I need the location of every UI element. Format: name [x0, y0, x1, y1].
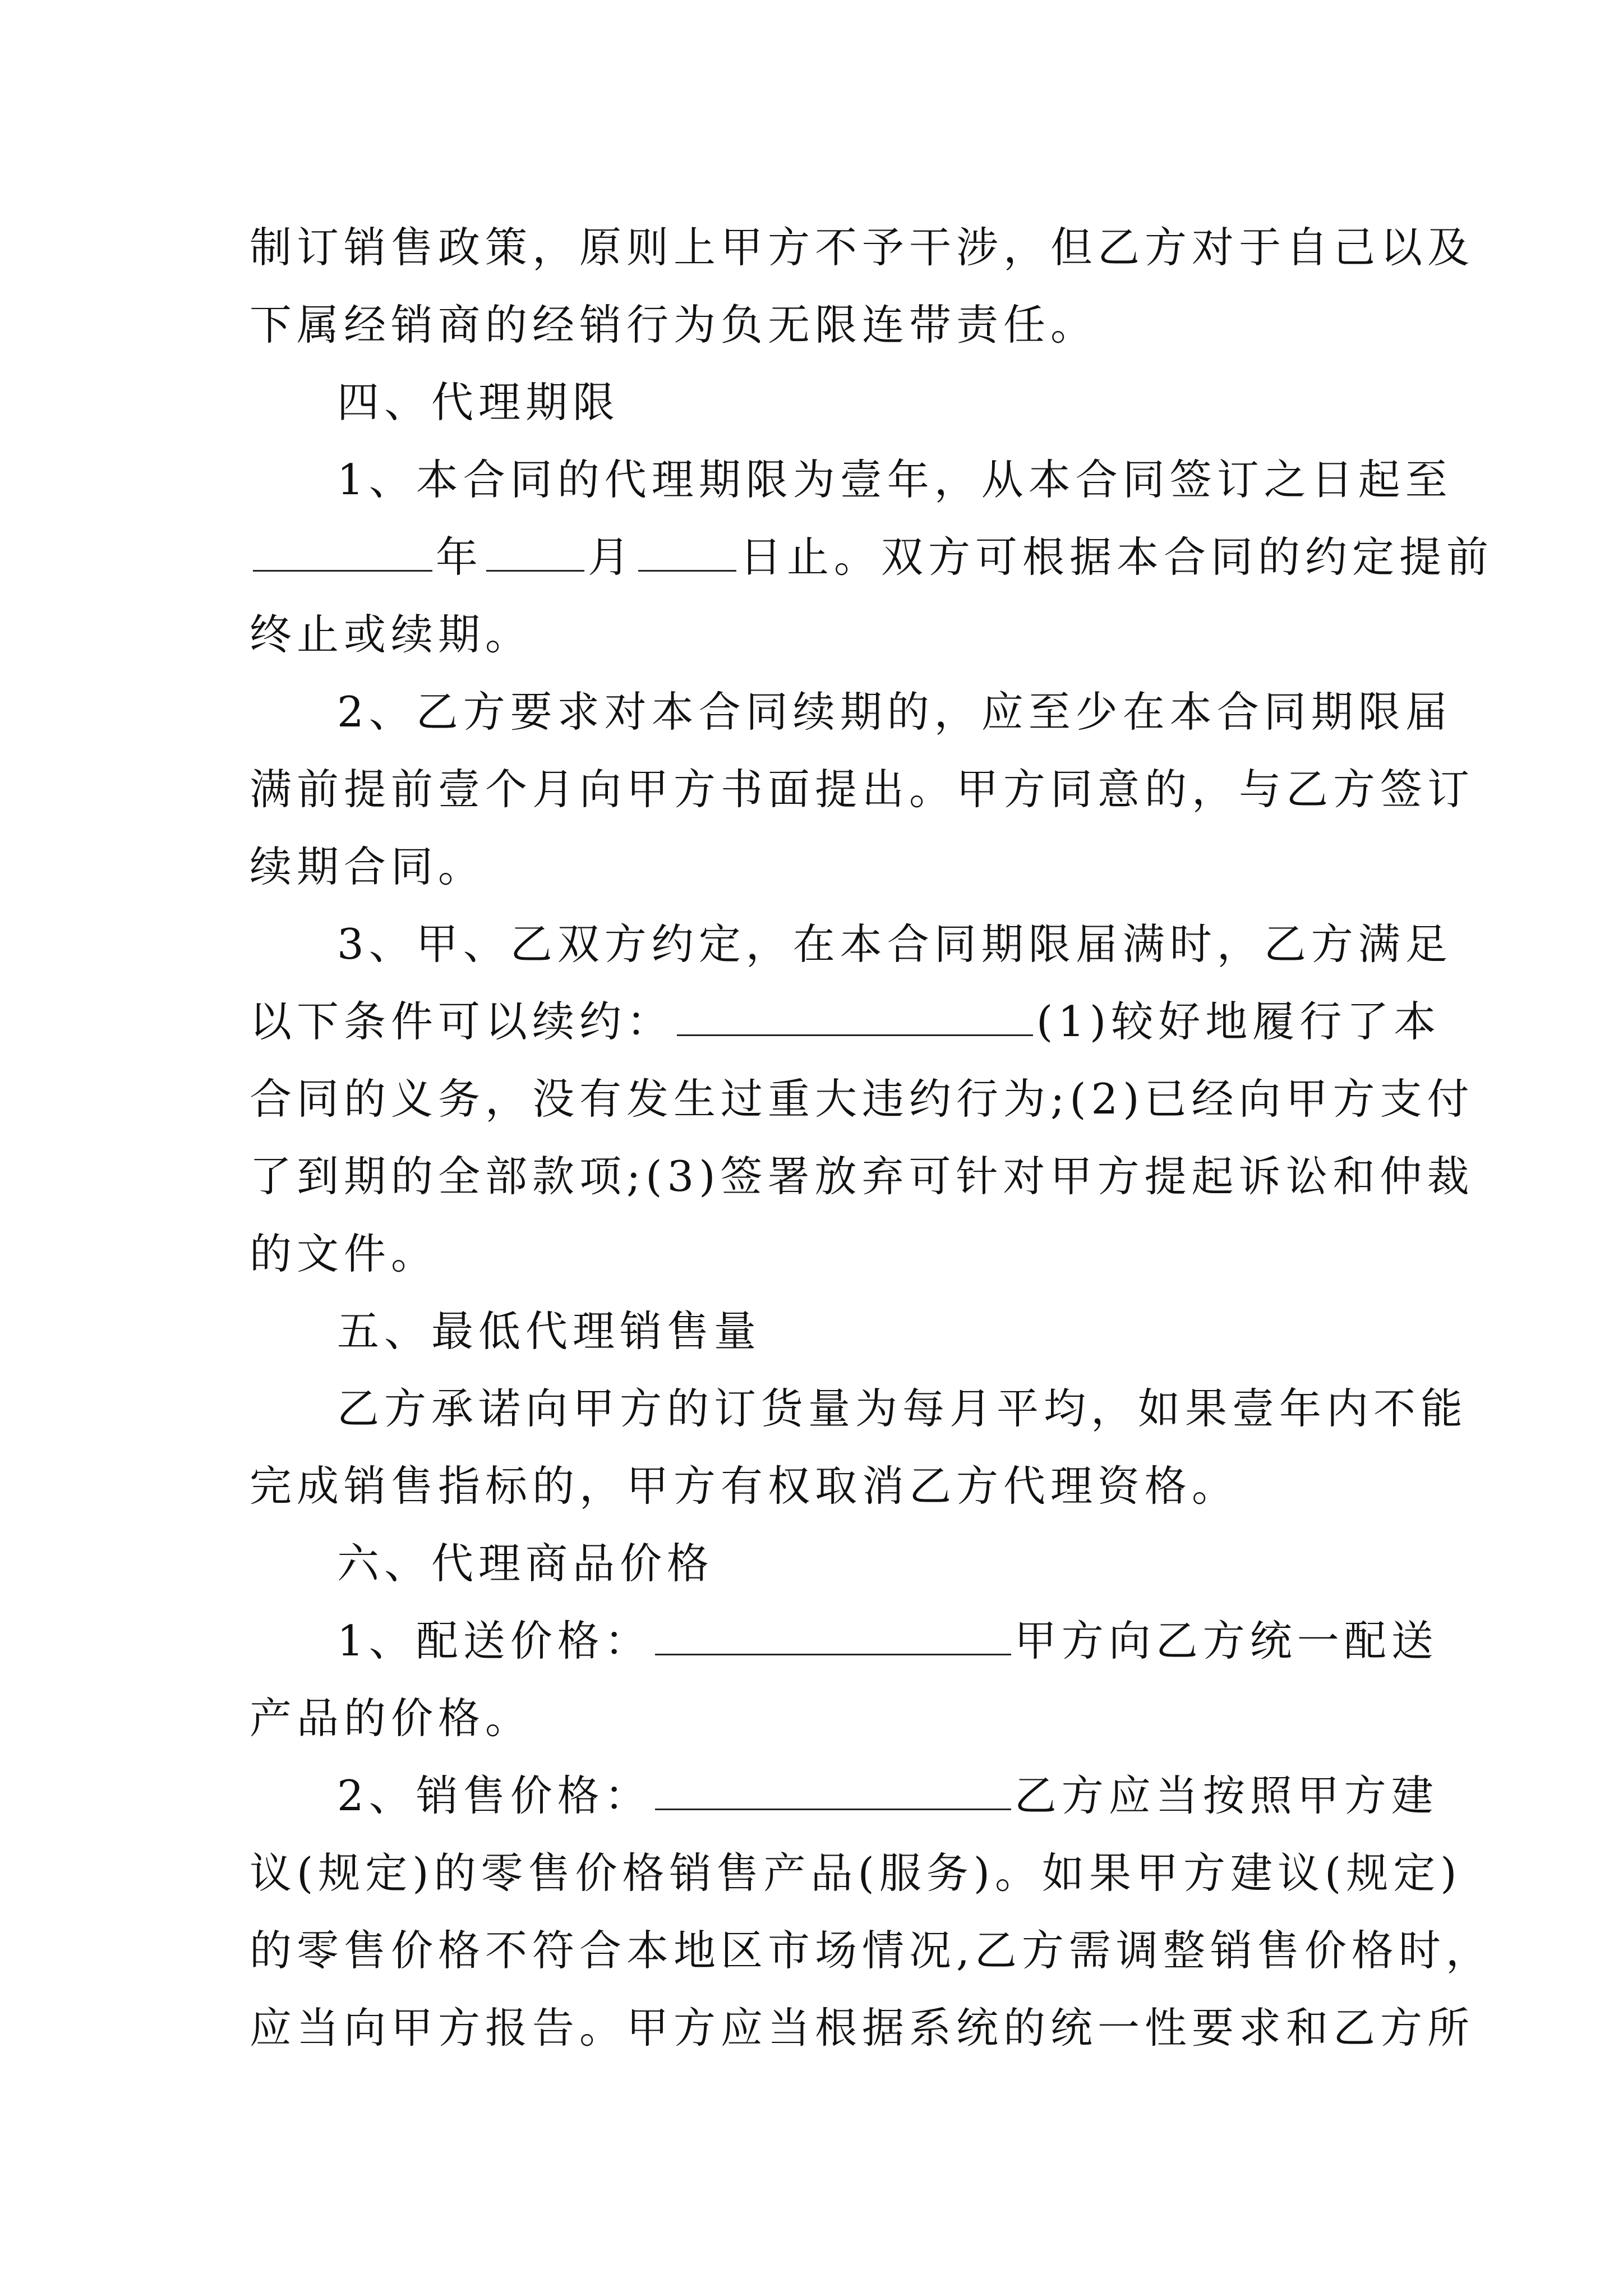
paragraph-line: 续期合同。 — [250, 842, 486, 891]
paragraph-line: 终止或续期。 — [250, 610, 533, 659]
section-heading: 四、代理期限 — [337, 378, 620, 427]
paragraph-line — [250, 983, 1441, 1060]
text-fragment: 以下条件可以续约： — [250, 997, 674, 1046]
paragraph-line — [250, 1757, 1438, 1834]
paragraph-line: 合同的义务，没有发生过重大违约行为;(2)已经向甲方支付 — [250, 1074, 1474, 1124]
fill-blank — [486, 531, 584, 572]
document-page — [250, 209, 1494, 2067]
fill-blank — [638, 531, 736, 572]
fill-blank — [655, 1614, 1011, 1655]
paragraph-line: 的零售价格不符合本地区市场情况,乙方需调整销售价格时， — [250, 1926, 1493, 1975]
paragraph-line: 的文件。 — [250, 1229, 439, 1278]
paragraph-line: 制订销售政策，原则上甲方不予干涉，但乙方对于自己以及 — [250, 223, 1475, 272]
paragraph-line: 应当向甲方报告。甲方应当根据系统的统一性要求和乙方所 — [250, 2003, 1475, 2053]
fill-blank — [655, 1769, 1011, 1810]
paragraph-line: 2、乙方要求对本合同续期的，应至少在本合同期限届 — [337, 687, 1453, 737]
paragraph-line — [250, 1602, 1438, 1680]
paragraph-line: 完成销售指标的，甲方有权取消乙方代理资格。 — [250, 1461, 1239, 1511]
text-fragment: 2、销售价格： — [337, 1771, 652, 1820]
fill-blank — [677, 995, 1033, 1036]
paragraph-line: 3、甲、乙双方约定，在本合同期限届满时，乙方满足 — [337, 919, 1453, 969]
section-heading: 五、最低代理销售量 — [337, 1306, 762, 1356]
text-fragment: 乙方应当按照甲方建 — [1014, 1771, 1438, 1820]
paragraph-line — [250, 518, 1494, 596]
text-fragment: 日止。双方可根据本合同的约定提前 — [740, 532, 1494, 582]
text-fragment: (1)较好地履行了本 — [1036, 997, 1441, 1046]
text-fragment: 年 — [436, 532, 483, 582]
paragraph-line: 1、本合同的代理期限为壹年，从本合同签订之日起至 — [337, 455, 1453, 504]
fill-blank — [253, 531, 432, 572]
section-heading: 六、代理商品价格 — [337, 1539, 714, 1588]
text-fragment: 甲方向乙方统一配送 — [1014, 1616, 1438, 1665]
text-fragment: 1、配送价格： — [337, 1616, 652, 1665]
paragraph-line: 了到期的全部款项;(3)签署放弃可针对甲方提起诉讼和仲裁 — [250, 1152, 1474, 1201]
text-fragment: 月 — [588, 532, 635, 582]
paragraph-line: 下属经销商的经销行为负无限连带责任。 — [250, 300, 1098, 349]
paragraph-line: 产品的价格。 — [250, 1694, 533, 1743]
paragraph-line: 乙方承诺向甲方的订货量为每月平均，如果壹年内不能 — [337, 1384, 1468, 1433]
paragraph-line: 满前提前壹个月向甲方书面提出。甲方同意的，与乙方签订 — [250, 765, 1475, 814]
paragraph-line: 议(规定)的零售价格销售产品(服务)。如果甲方建议(规定) — [250, 1848, 1462, 1898]
